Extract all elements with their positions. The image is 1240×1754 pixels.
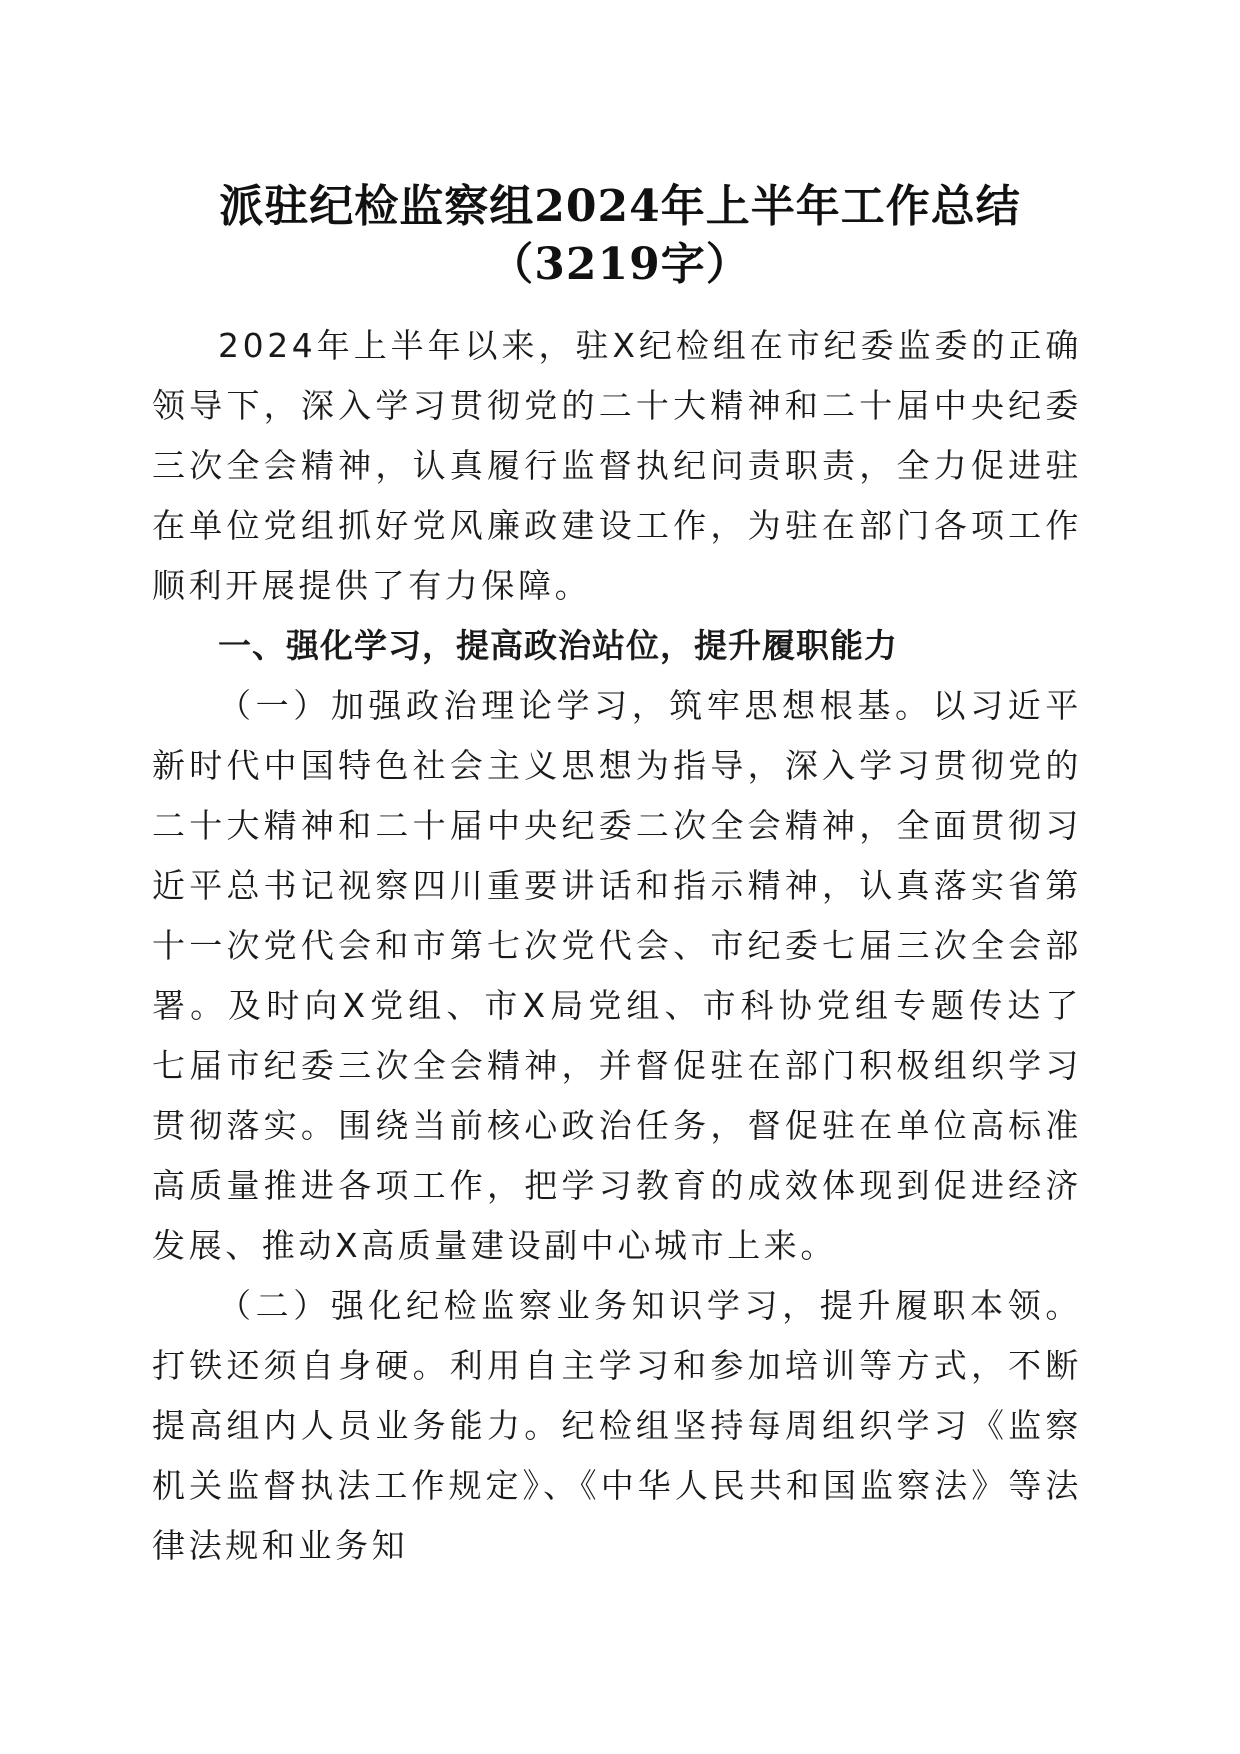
intro-paragraph: 2024年上半年以来，驻X纪检组在市纪委监委的正确领导下，深入学习贯彻党的二十大精神和二十届中央纪委三次全会精神，认真履行监督执纪问责职责，全力促进驻在单位党组抓好党风廉政建设工作，为驻在部门各项工作顺利开展提供了有力保障。 [152,326,1082,605]
title-word-count: （3219字） [489,239,751,290]
document-body [152,316,1082,1576]
subsection-paragraph-1: （一）加强政治理论学习，筑牢思想根基。以习近平新时代中国特色社会主义思想为指导，深入学习贯彻党的二十大精神和二十届中央纪委二次全会精神，全面贯彻习近平总书记视察四川重要讲话和指示精神，认真落实省第十一次党代会和市第七次党代会、市纪委七届三次全会部署。及时向X党组、市X局党组、市科协党组专题传达了七届市纪委三次全会精神，并督促驻在部门积极组织学习贯彻落实。围绕当前核心政治任务，督促驻在单位高标准高质量推进各项工作，把学习教育的成效体现到促进经济发展、推动X高质量建设副中心城市上来。 [152,686,1082,1265]
document-title [0,178,1240,294]
subsection-paragraph-2: （二）强化纪检监察业务知识学习，提升履职本领。打铁还须自身硬。利用自主学习和参加培训等方式，不断提高组内人员业务能力。纪检组坚持每周组织学习《监察机关监督执法工作规定》、《中华人民共和国监察法》等法律法规和业务知 [152,1286,1082,1565]
section-heading-1: 一、强化学习，提高政治站位，提升履职能力 [218,626,898,665]
title-main: 派驻纪检监察组2024年上半年工作总结 [219,181,1021,232]
